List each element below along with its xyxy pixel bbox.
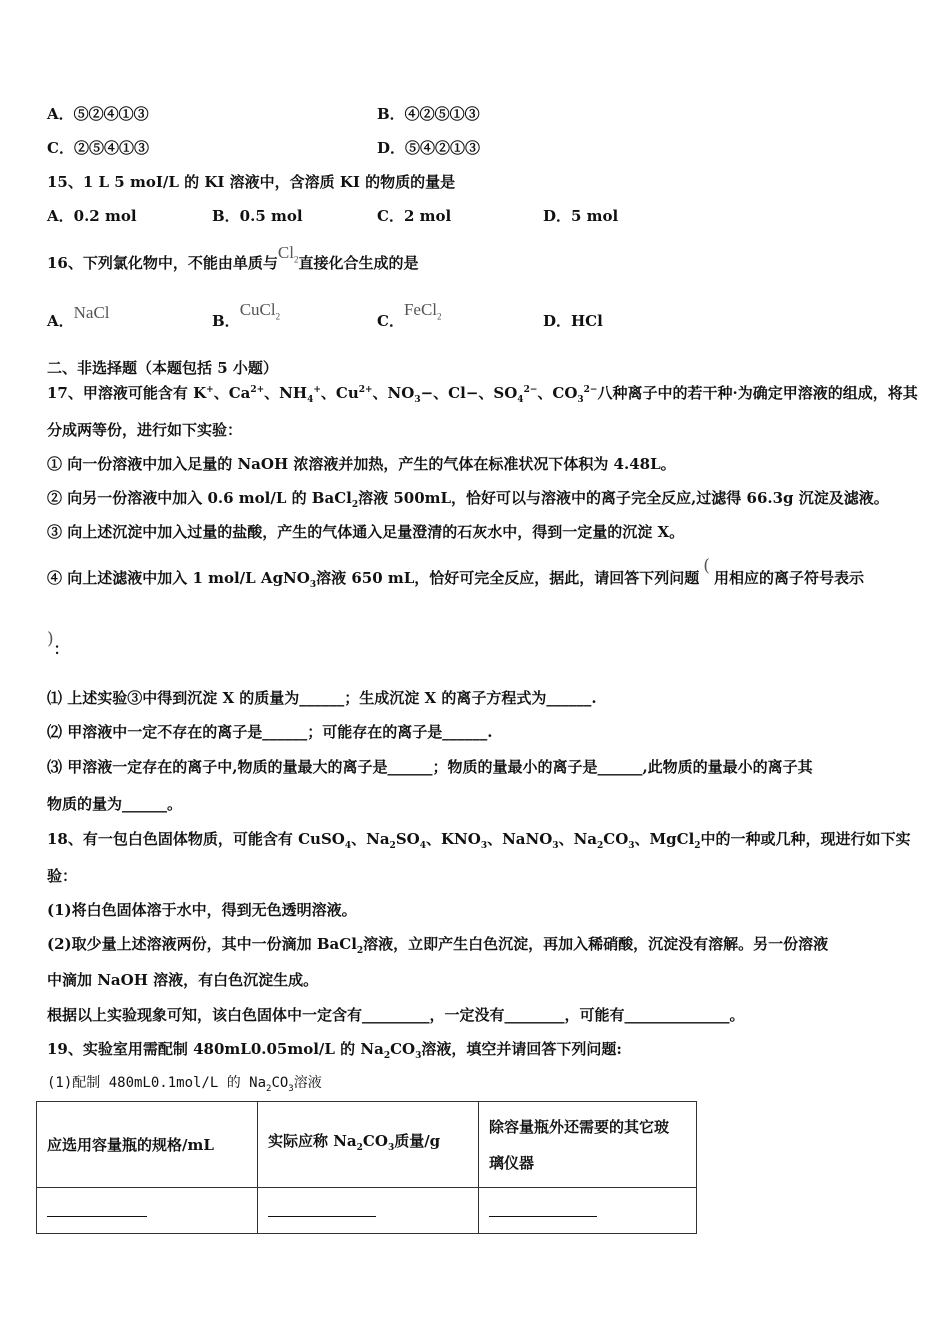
q14-option-c: C．②⑤④①③ [47, 139, 149, 157]
q17-stem-cont: 分成两等份，进行如下实验： [47, 421, 243, 439]
q16-option-b: B．CuCl$_2$ [212, 300, 281, 330]
q16-stem: 16、下列氯化物中，不能由单质与$Cl_2$直接化合生成的是 [47, 243, 419, 272]
q17-exp3: ③ 向上述沉淀中加入过量的盐酸，产生的气体通入足量澄清的石灰水中，得到一定量的沉淀 X。 [47, 523, 685, 541]
q15-option-d: D．5 mol [543, 207, 619, 225]
q15-option-c: C．2 mol [377, 207, 452, 225]
q17-exp2: ② 向另一份溶液中加入 0.6 mol/L 的 BaCl$_2$溶液 500mL，恰好可以与溶液中的离子完全反应,过滤得 66.3g 沉淀及滤液。 [47, 489, 889, 510]
answer-blank[interactable] [258, 1188, 479, 1234]
q15-option-a: A．0.2 mol [47, 207, 137, 225]
q19-stem: 19、实验室用需配制 480mL0.05mol/L 的 $Na_2CO_3$溶液，填空并请回答下列问题: [47, 1040, 622, 1061]
q16-option-d: D．HCl [543, 312, 603, 330]
q18-stem-cont: 验： [47, 867, 78, 885]
table-row [37, 1188, 697, 1234]
q15-stem: 15、1 L 5 moI/L 的 KI 溶液中，含溶质 KI 的物质的量是 [47, 173, 456, 191]
section-heading: 二、非选择题（本题包括 5 小题） [47, 359, 278, 377]
q19-sub1: (1)配制 480mL0.1mol/L 的 $Na_2CO_3$溶液 [47, 1075, 322, 1094]
answer-blank[interactable] [479, 1188, 697, 1234]
q17-sub3: ⑶ 甲溶液一定存在的离子中,物质的量最大的离子是______；物质的量最小的离子是______,此物质的量最小的离子其 [47, 758, 813, 776]
q17-exp4-close: )： [47, 629, 69, 658]
table-header-cell: 实际应称 $Na_2CO_3$质量/g [258, 1102, 479, 1188]
q15-option-b: B．0.5 mol [212, 207, 303, 225]
q16-option-a: A．NaCl [47, 303, 110, 330]
q16-option-c: C．FeCl$_2$ [377, 300, 442, 330]
q19-answer-table [36, 1101, 697, 1234]
q17-stem: 17、甲溶液可能含有 K+、$Ca^{2+}$、$NH_4^+$、$Cu^{2+}$、$NO_3-$、Cl−、$SO_4^{2-}$、$CO_3^{2-}$八种离子中的若干种·为确定甲溶液的组成，将其 [47, 384, 918, 405]
table-header-cell: 应选用容量瓶的规格/mL [37, 1102, 258, 1188]
q14-option-a: A．⑤②④①③ [47, 105, 149, 123]
q17-sub3-cont: 物质的量为______。 [47, 795, 183, 813]
q18-p3: 中滴加 NaOH 溶液，有白色沉淀生成。 [47, 971, 319, 989]
q14-option-b: B．④②⑤①③ [377, 105, 480, 123]
q18-p4: 根据以上实验现象可知，该白色固体中一定含有_________，一定没有________，可能有______________。 [47, 1006, 745, 1024]
q18-stem: 18、有一包白色固体物质，可能含有 CuSO$_4$、$Na_2SO_4$、$KNO_3$、NaNO$_3$、$Na_2CO_3$、MgCl$_2$中的一种或几种，现进行如下实 [47, 830, 911, 851]
q17-sub1: ⑴ 上述实验③中得到沉淀 X 的质量为______；生成沉淀 X 的离子方程式为______. [47, 689, 597, 707]
q17-exp1: ① 向一份溶液中加入足量的 NaOH 浓溶液并加热，产生的气体在标准状况下体积为 4.48L。 [47, 455, 676, 473]
table-header-row [37, 1102, 697, 1188]
q17-exp4: ④ 向上述滤液中加入 1 mol/L AgNO$_3$溶液 650 mL，恰好可完全反应，据此，请回答下列问题(用相应的离子符号表示 [47, 556, 864, 590]
q18-p2: (2)取少量上述溶液两份，其中一份滴加 BaCl$_2$溶液，立即产生白色沉淀，再加入稀硝酸，沉淀没有溶解。另一份溶液 [47, 935, 829, 956]
table-header-cell: 除容量瓶外还需要的其它玻 璃仪器 [479, 1102, 697, 1188]
q18-p1: (1)将白色固体溶于水中，得到无色透明溶液。 [47, 901, 357, 919]
answer-blank[interactable] [37, 1188, 258, 1234]
q14-option-d: D．⑤④②①③ [377, 139, 481, 157]
q17-sub2: ⑵ 甲溶液中一定不存在的离子是______；可能存在的离子是______. [47, 723, 493, 741]
